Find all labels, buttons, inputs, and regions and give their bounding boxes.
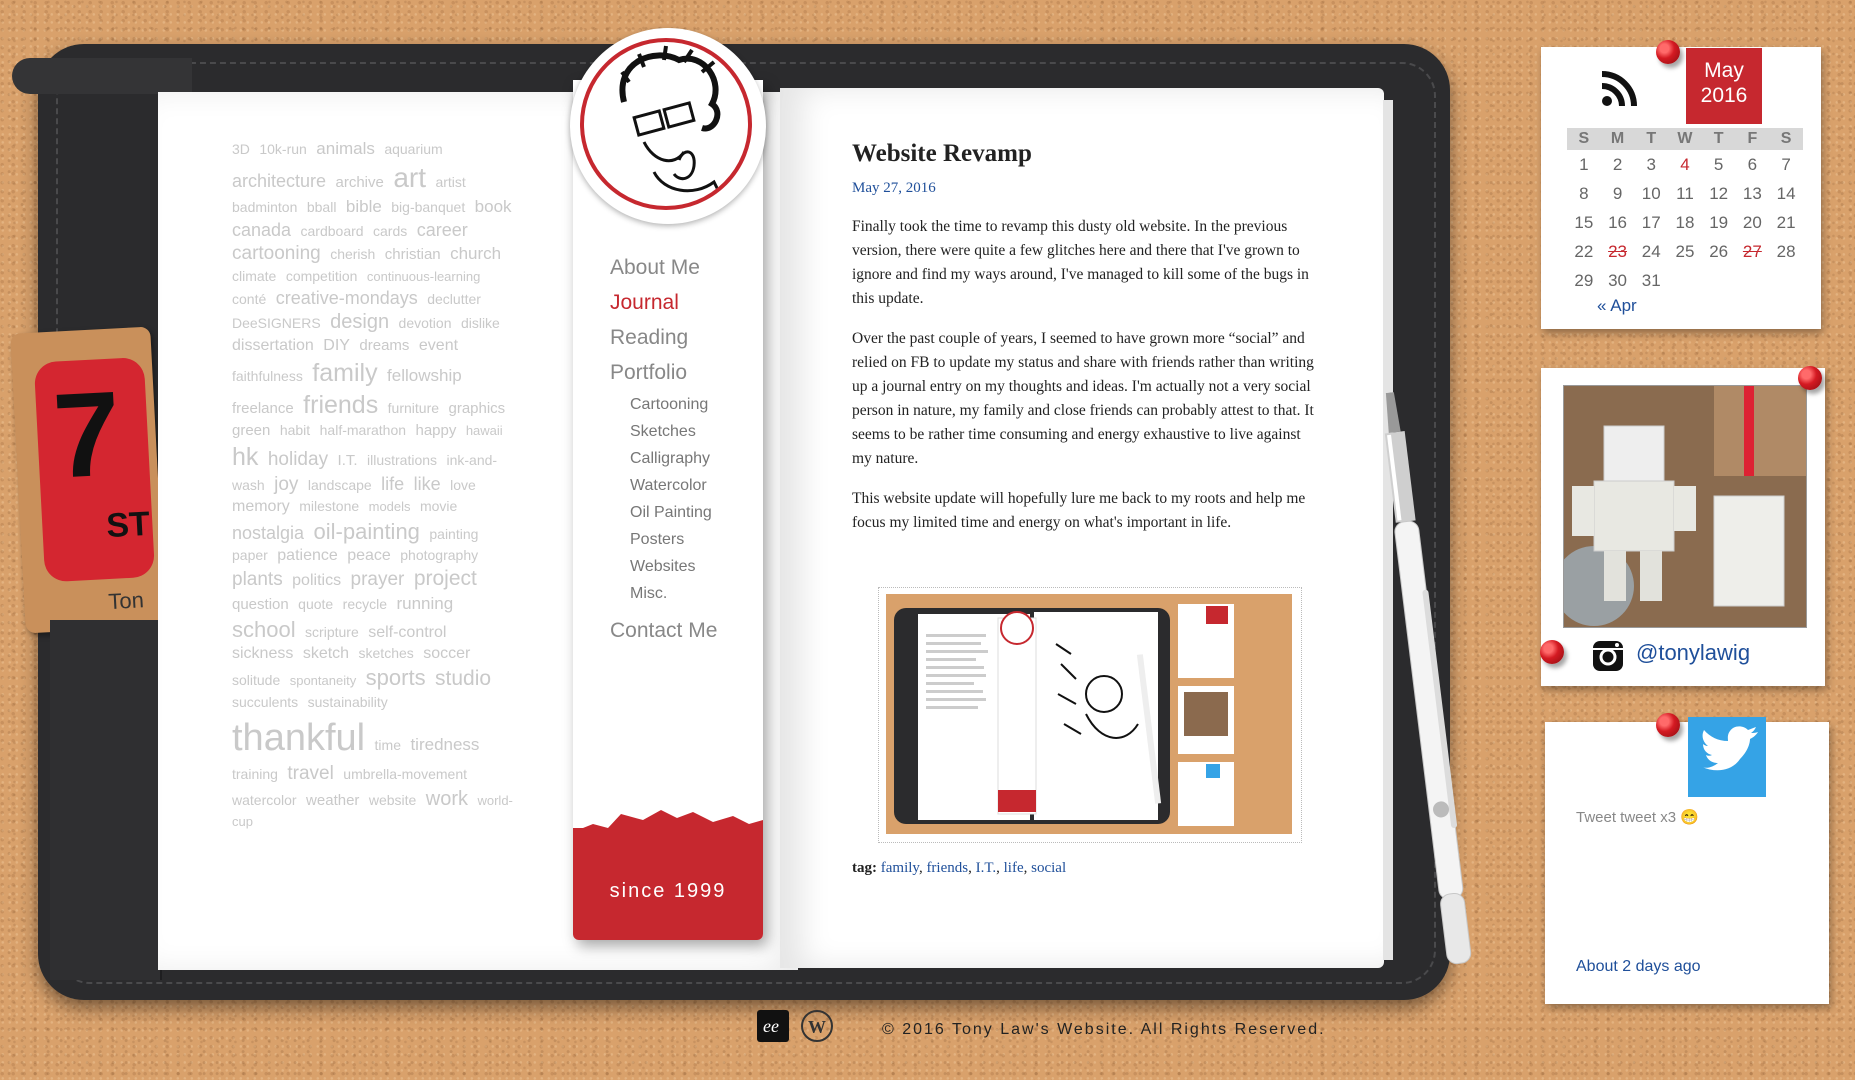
tag-cloud-link[interactable]: patience [277, 546, 338, 564]
post [852, 140, 1322, 551]
card-name-text: Ton [107, 587, 145, 615]
svg-text:W: W [808, 1017, 826, 1037]
tag-cloud [232, 138, 522, 833]
tag-cloud-link[interactable]: landscape [307, 477, 372, 494]
tag-cloud-link[interactable]: running [396, 594, 454, 614]
tag-cloud-link[interactable]: freelance [232, 399, 294, 417]
nav-contact-me[interactable]: Contact Me [610, 619, 718, 642]
calendar-day[interactable]: 24 [1641, 241, 1661, 261]
tag-cloud-link[interactable]: nostalgia [232, 522, 305, 543]
calendar-prev-link[interactable]: « Apr [1597, 296, 1637, 315]
calendar-weekday: T [1713, 130, 1724, 147]
website-screenshot-icon [886, 594, 1292, 834]
tag-cloud-link[interactable]: bball [306, 199, 337, 216]
calendar-month: May [1704, 59, 1744, 82]
calendar-day[interactable]: 2 [1612, 154, 1623, 174]
calendar-day[interactable]: 26 [1709, 241, 1729, 261]
tag-cloud-link[interactable]: studio [435, 667, 492, 691]
wordpress-icon[interactable] [801, 1010, 833, 1042]
tag-cloud-link[interactable]: question [232, 596, 289, 614]
tag-cloud-link[interactable]: continuous-learning [366, 268, 481, 284]
tag-cloud-link[interactable]: climate [232, 267, 277, 284]
calendar-weekday: S [1780, 130, 1792, 147]
tag-cloud-link[interactable]: quote [298, 596, 334, 613]
calendar-day[interactable]: 28 [1776, 241, 1796, 261]
tag-cloud-link[interactable]: badminton [232, 199, 298, 216]
tag-cloud-link[interactable]: bible [345, 197, 382, 217]
tag-cloud-link[interactable]: sketches [358, 644, 414, 661]
tag-cloud-link[interactable]: cherish [330, 246, 376, 263]
calendar-day [1668, 266, 1702, 295]
avatar[interactable] [580, 38, 752, 210]
card-st-text: ST [105, 504, 151, 546]
calendar-day[interactable]: 4 [1680, 154, 1690, 174]
tag-cloud-link[interactable]: painting [429, 525, 479, 542]
calendar-day[interactable]: 14 [1776, 183, 1796, 203]
tag-cloud-link[interactable]: watercolor [232, 791, 297, 808]
tag-cloud-link[interactable]: green [232, 421, 271, 439]
calendar-day[interactable]: 25 [1675, 241, 1695, 261]
nav-sub-websites[interactable]: Websites [630, 558, 696, 575]
tag-cloud-link[interactable]: weather [306, 791, 360, 809]
tag-cloud-link[interactable]: scripture [305, 623, 359, 640]
tag-cloud-link[interactable]: design [330, 311, 390, 334]
twitter-bird-icon[interactable] [1688, 717, 1766, 797]
tag-cloud-link[interactable]: furniture [387, 399, 440, 416]
post-title[interactable]: Website Revamp [852, 140, 1032, 167]
tag-cloud-link[interactable]: life [381, 474, 405, 495]
nav-sub-calligraphy[interactable]: Calligraphy [630, 450, 711, 467]
tag-cloud-link[interactable]: prayer [350, 569, 405, 591]
tag-cloud-link[interactable]: half-marathon [319, 421, 407, 438]
tag-cloud-link[interactable]: sketch [302, 644, 350, 662]
expressionengine-icon[interactable] [757, 1010, 789, 1042]
nav-sub-misc[interactable]: Misc. [630, 585, 668, 602]
tag-cloud-link[interactable]: book [474, 197, 512, 217]
calendar-grid [1567, 128, 1803, 295]
post-paragraph: Over the past couple of years, I seemed to have grown more “social” and relied on FB to update my status and share with friends rather than writing up a journal entry on my thoughts and ideas. I'm actually not a very social person in nature, my family and close friends can probably attest to that. It seems to be rather time consuming and energy exhaustive to live against my nature. [852, 330, 1314, 467]
card-seven-glyph: 7 [50, 366, 124, 504]
tag-cloud-link[interactable]: aquarium [384, 141, 443, 157]
nav-sub-sketches[interactable]: Sketches [630, 423, 696, 440]
calendar-day[interactable]: 5 [1713, 154, 1724, 174]
tag-cloud-link[interactable]: succulents [232, 694, 299, 711]
tag-cloud-link[interactable]: animals [316, 139, 375, 158]
tag-cloud-link[interactable]: creative-mondays [275, 288, 418, 309]
calendar-day[interactable]: 16 [1608, 212, 1628, 232]
pushpin-icon [1656, 713, 1680, 737]
calendar-day[interactable]: 13 [1742, 183, 1762, 203]
tag-link[interactable]: friends [926, 860, 969, 876]
tag-cloud-link[interactable]: 10k-run [259, 141, 307, 157]
tag-cloud-link[interactable]: school [232, 616, 296, 642]
calendar-day[interactable]: 27 [1742, 241, 1762, 261]
tweet-time-link[interactable]: About 2 days ago [1576, 958, 1701, 975]
since-text: since 1999 [609, 880, 727, 902]
tag-cloud-link[interactable]: self-control [368, 623, 447, 641]
tag-cloud-link[interactable]: soccer [423, 644, 471, 662]
rss-icon[interactable] [1600, 70, 1638, 113]
tag-cloud-link[interactable]: DeeSIGNERS [232, 315, 321, 332]
calendar-day [1702, 266, 1736, 295]
tag-link[interactable]: family [880, 860, 919, 876]
calendar-day[interactable]: 31 [1641, 270, 1661, 290]
tag-cloud-link[interactable]: dissertation [232, 337, 314, 355]
tag-cloud-link[interactable]: cards [373, 222, 408, 239]
tag-cloud-link[interactable]: canada [232, 219, 292, 240]
calendar-day[interactable]: 11 [1676, 183, 1694, 203]
post-screenshot-image[interactable] [886, 594, 1292, 834]
pushpin-icon [1656, 40, 1680, 64]
tag-cloud-link[interactable]: declutter [427, 291, 481, 308]
calendar-day[interactable]: 9 [1612, 183, 1623, 203]
tag-link[interactable]: life [1003, 860, 1024, 876]
tag-link[interactable]: I.T. [975, 860, 997, 876]
nav-sub-posters[interactable]: Posters [630, 531, 685, 548]
notebook-pocket [50, 620, 162, 980]
calendar-weekday: F [1747, 130, 1758, 147]
tag-cloud-link[interactable]: ink-and-wash [232, 452, 498, 494]
nav-portfolio[interactable]: Portfolio [610, 361, 688, 384]
tag-cloud-link[interactable]: DIY [323, 337, 350, 355]
tag-cloud-link[interactable]: faithfulness [232, 367, 303, 384]
tag-cloud-link[interactable]: peace [347, 546, 391, 564]
calendar-day[interactable]: 22 [1574, 241, 1594, 261]
notebook-strap [12, 58, 192, 94]
calendar-day[interactable]: 3 [1646, 154, 1656, 174]
tag-cloud-link[interactable]: photography [400, 546, 479, 563]
calendar-weekday: T [1646, 130, 1657, 147]
nav-sub-watercolor[interactable]: Watercolor [630, 477, 707, 494]
calendar-year: 2016 [1700, 84, 1748, 107]
tag-cloud-link[interactable]: memory [232, 498, 290, 516]
tag-cloud-link[interactable]: tiredness [410, 734, 480, 754]
tag-cloud-link[interactable]: dreams [359, 337, 410, 355]
tag-cloud-link[interactable]: event [418, 337, 459, 355]
tag-cloud-link[interactable]: recycle [342, 596, 388, 613]
tag-cloud-link[interactable]: training [232, 766, 278, 783]
post-paragraph: Finally took the time to revamp this dusty old website. In the previous version, there were quite a few glitches here and there that I've grown to ignore and find my ways around, I've managed to kill some of the bugs in this update. [852, 218, 1309, 307]
calendar-day[interactable]: 29 [1574, 270, 1594, 290]
tag-cloud-link[interactable]: church [450, 244, 502, 264]
tag-cloud-link[interactable]: I.T. [337, 452, 358, 470]
tag-cloud-link[interactable]: work [425, 787, 469, 810]
main-nav [610, 256, 717, 654]
tag-cloud-link[interactable]: love [450, 477, 476, 494]
tag-cloud-link[interactable]: solitude [232, 672, 281, 689]
tag-cloud-link[interactable]: cardboard [300, 222, 364, 239]
tag-cloud-link[interactable]: thankful [232, 716, 366, 759]
nav-about-me[interactable]: About Me [610, 256, 700, 279]
tag-cloud-link[interactable]: time [374, 736, 401, 753]
tag-cloud-link[interactable]: happy [415, 421, 457, 439]
calendar-day[interactable]: 12 [1709, 183, 1729, 203]
calendar-day[interactable]: 20 [1742, 212, 1762, 232]
pushpin-icon [1540, 640, 1564, 664]
tag-cloud-link[interactable]: sustainability [307, 694, 388, 711]
tag-cloud-link[interactable]: competition [285, 267, 358, 284]
tag-cloud-link[interactable]: like [413, 474, 441, 495]
business-card [10, 327, 166, 634]
calendar-day[interactable]: 8 [1579, 183, 1589, 203]
calendar-day[interactable]: 1 [1579, 154, 1589, 174]
nav-reading[interactable]: Reading [610, 326, 689, 349]
avatar-sketch-icon [584, 42, 748, 206]
tag-cloud-link[interactable]: archive [335, 174, 384, 192]
post-paragraph: This website update will hopefully lure me back to my roots and help me focus my limited time and energy on what's important in life. [852, 490, 1306, 531]
tag-cloud-link[interactable]: sports [365, 665, 426, 691]
calendar-month-badge [1686, 48, 1762, 124]
tag-cloud-link[interactable]: dislike [460, 315, 500, 332]
tag-cloud-link[interactable]: world-cup [232, 792, 513, 830]
calendar-weekday: W [1677, 130, 1693, 147]
calendar-day[interactable]: 7 [1781, 154, 1791, 174]
post-date[interactable]: May 27, 2016 [852, 180, 936, 196]
tag-cloud-link[interactable]: conté [232, 291, 267, 308]
tag-cloud-link[interactable]: christian [384, 246, 441, 264]
tag-cloud-link[interactable]: fellowship [387, 365, 462, 385]
tag-cloud-link[interactable]: travel [287, 763, 334, 785]
tweet-text: Tweet tweet x3 😁 [1576, 809, 1699, 826]
tag-label: tag: [852, 860, 877, 876]
calendar-weekday: M [1610, 130, 1625, 147]
tag-cloud-link[interactable]: movie [419, 498, 458, 515]
tag-cloud-link[interactable]: sickness [232, 644, 294, 662]
calendar-day [1736, 266, 1770, 295]
calendar-day[interactable]: 19 [1709, 212, 1729, 232]
tag-cloud-link[interactable]: milestone [299, 498, 360, 515]
tag-cloud-link[interactable]: graphics [448, 399, 506, 417]
calendar-weekday: S [1578, 130, 1590, 147]
tag-cloud-link[interactable]: illustrations [367, 452, 438, 469]
instagram-photo[interactable] [1563, 385, 1807, 628]
tag-cloud-link[interactable]: spontaneity [289, 673, 357, 689]
robot-toys-photo-icon [1564, 386, 1806, 627]
calendar-day[interactable]: 18 [1675, 212, 1695, 232]
nav-sub-oil-painting[interactable]: Oil Painting [630, 504, 712, 521]
calendar-day[interactable]: 15 [1574, 212, 1594, 232]
instagram-icon[interactable] [1591, 639, 1625, 678]
tag-link[interactable]: social [1031, 860, 1067, 876]
tag-cloud-link[interactable]: devotion [398, 315, 452, 332]
calendar-day[interactable]: 10 [1641, 183, 1661, 203]
calendar-day [1769, 266, 1803, 295]
calendar-day[interactable]: 30 [1608, 270, 1628, 290]
tag-cloud-link[interactable]: family [312, 358, 378, 387]
tag-cloud-link[interactable]: holiday [267, 449, 329, 471]
tag-cloud-link[interactable]: friends [303, 390, 379, 419]
tag-cloud-link[interactable]: 3D [232, 141, 250, 157]
tag-cloud-link[interactable]: art [393, 162, 426, 194]
tag-cloud-link[interactable]: big-banquet [391, 199, 466, 216]
tag-cloud-link[interactable]: website [368, 791, 417, 808]
svg-text:ee: ee [763, 1016, 779, 1036]
torn-edge-icon [573, 802, 763, 842]
tag-cloud-link[interactable]: artist [435, 174, 466, 191]
nav-sub-cartooning[interactable]: Cartooning [630, 396, 709, 413]
tag-cloud-link[interactable]: umbrella-movement [343, 766, 468, 783]
tag-cloud-link[interactable]: models [368, 499, 411, 515]
tag-cloud-link[interactable]: project [413, 567, 477, 591]
tag-cloud-link[interactable]: paper [232, 546, 268, 563]
tag-cloud-link[interactable]: habit [279, 421, 311, 438]
tag-cloud-link[interactable]: architecture [232, 171, 327, 192]
tag-cloud-link[interactable]: career [416, 219, 468, 240]
tag-cloud-link[interactable]: cartooning [232, 243, 321, 265]
tag-cloud-link[interactable]: politics [292, 572, 342, 590]
copyright-text: © 2016 Tony Law's Website. All Rights Reserved. [882, 1021, 1326, 1038]
calendar-day[interactable]: 23 [1608, 241, 1628, 261]
nav-journal[interactable]: Journal [610, 291, 679, 314]
tag-cloud-link[interactable]: hk [232, 443, 259, 472]
tag-cloud-link[interactable]: plants [232, 569, 283, 591]
pushpin-icon [1798, 366, 1822, 390]
tag-cloud-link[interactable]: oil-painting [313, 518, 420, 544]
post-tags: tag: family, friends, I.T., life, social [852, 860, 1067, 876]
calendar-day[interactable]: 21 [1776, 212, 1796, 232]
instagram-handle[interactable]: @tonylawig [1636, 640, 1751, 665]
calendar-day[interactable]: 17 [1641, 212, 1661, 232]
calendar-day[interactable]: 6 [1747, 154, 1758, 174]
tag-cloud-link[interactable]: joy [274, 474, 299, 496]
tag-cloud-link[interactable]: hawaii [465, 422, 503, 438]
